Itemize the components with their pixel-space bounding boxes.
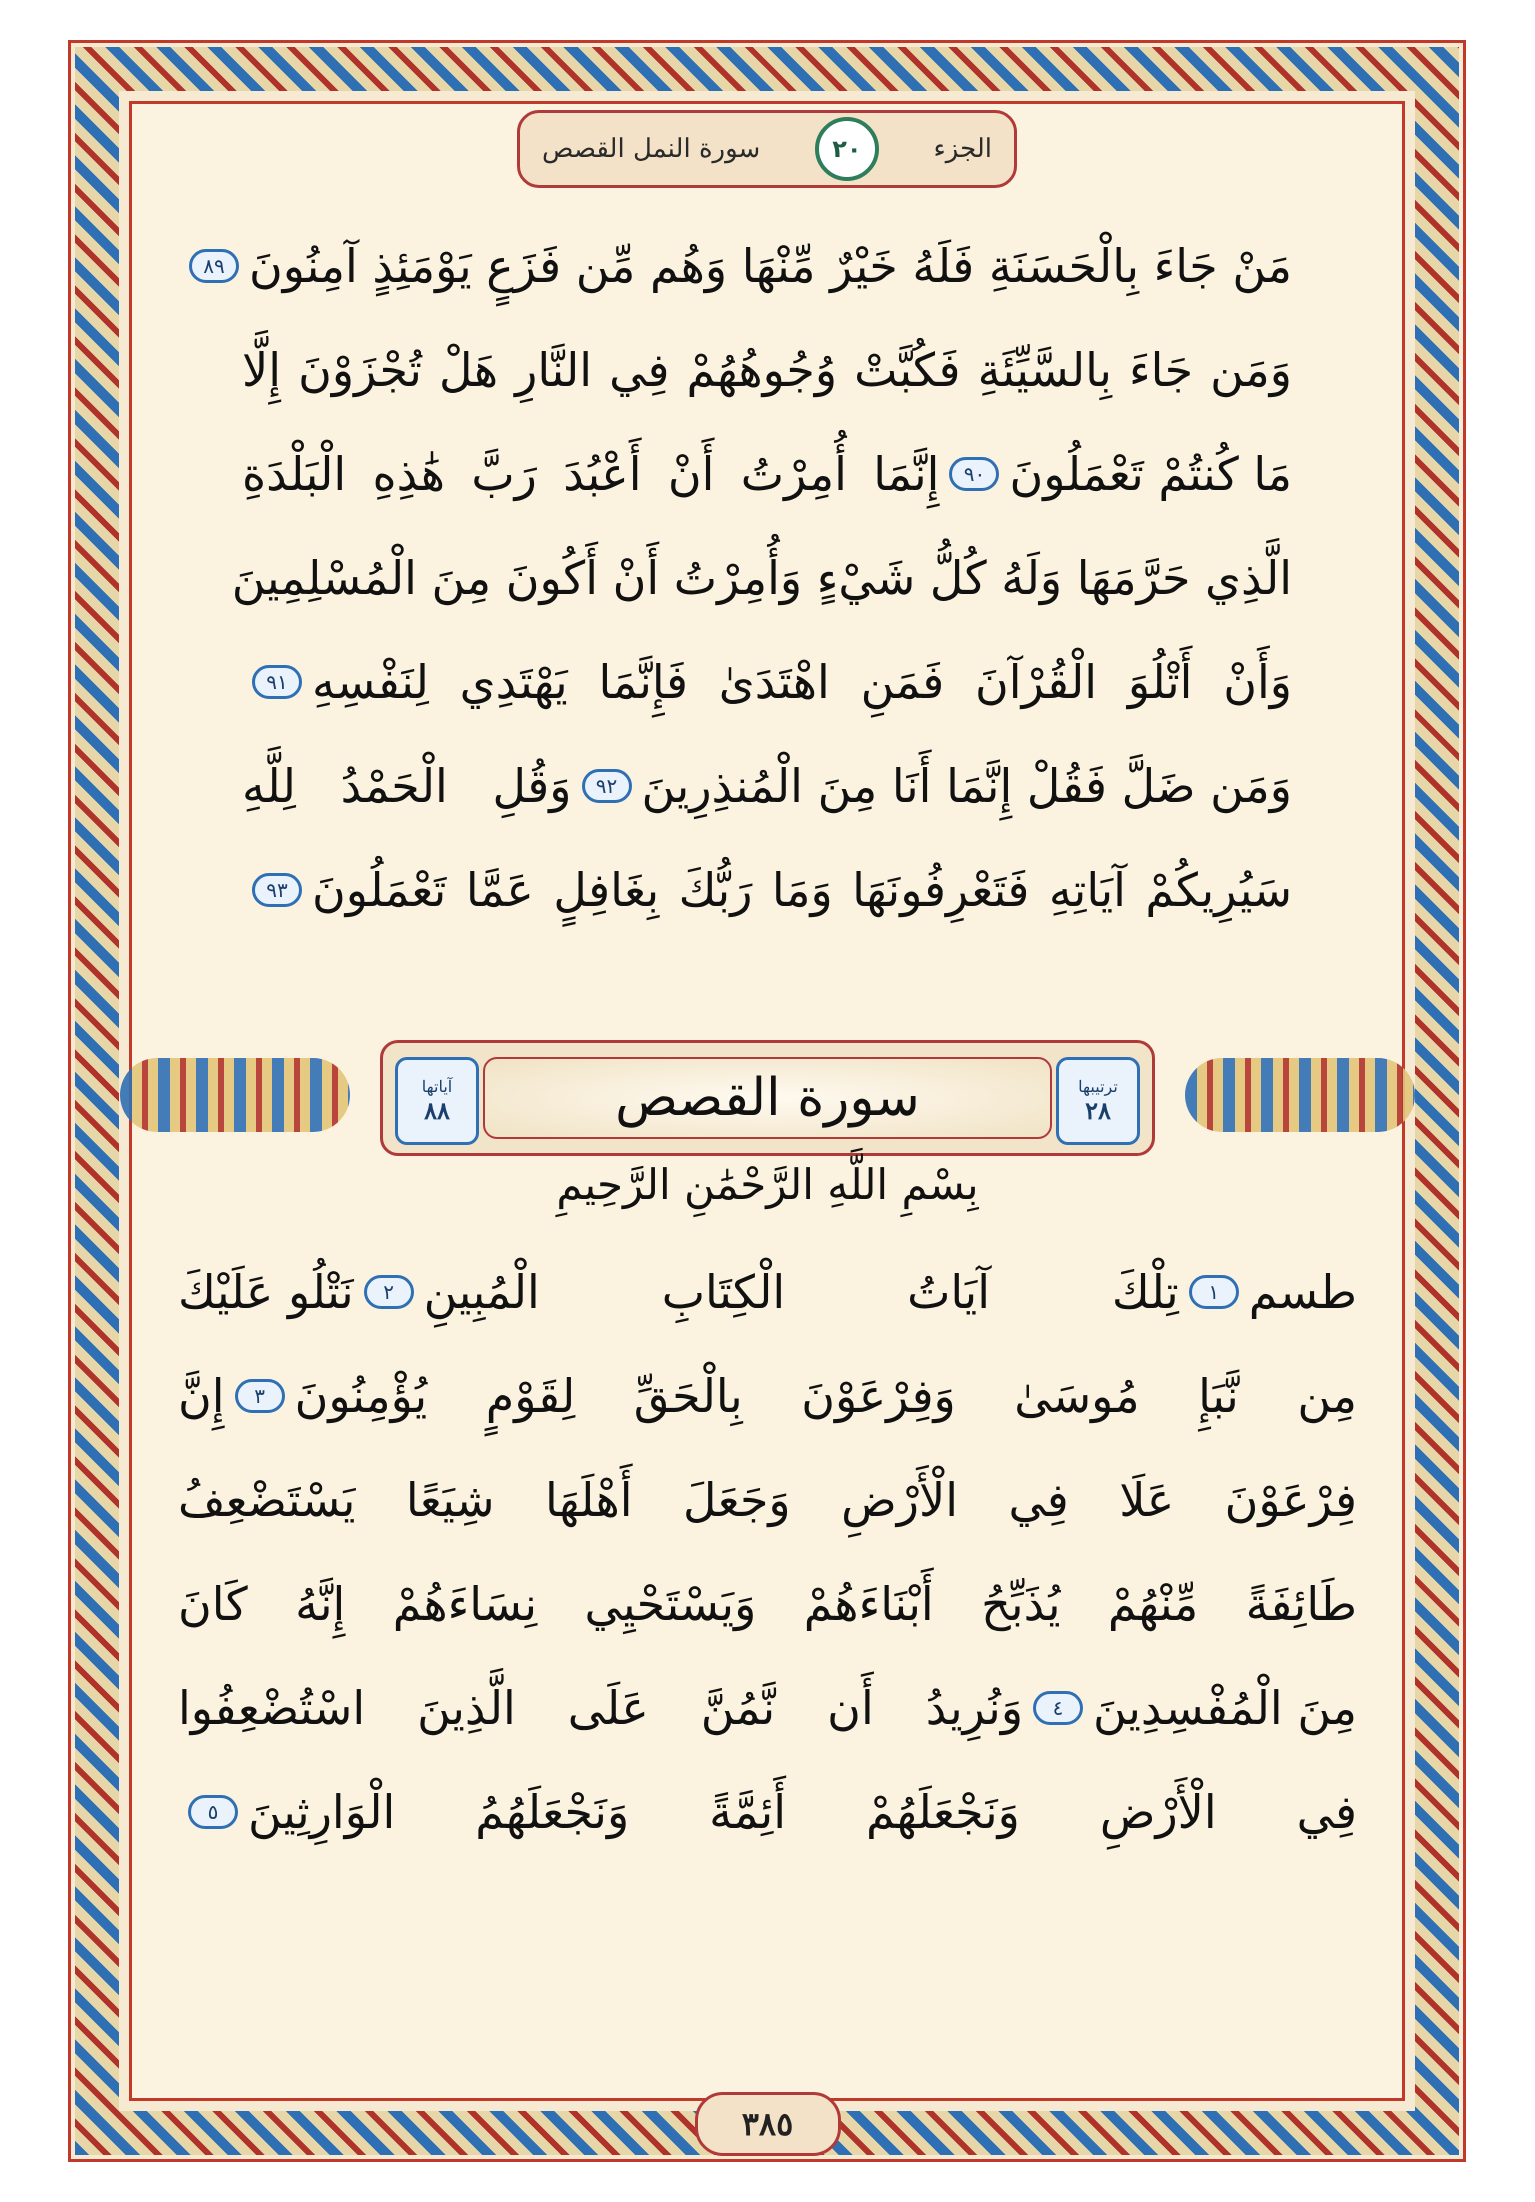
verse-text: تِلْكَ آيَاتُ الْكِتَابِ الْمُبِينِ — [423, 1265, 1179, 1319]
ayah-number-marker: ٩١ — [252, 665, 302, 699]
banner-ornament-right — [1185, 1058, 1415, 1132]
verse-line — [242, 318, 1292, 422]
ayah-number-marker: ٩٣ — [252, 873, 302, 907]
verse-text: فِرْعَوْنَ عَلَا فِي الْأَرْضِ وَجَعَلَ أَهْلَهَا شِيَعًا يَسْتَضْعِفُ — [178, 1473, 1357, 1527]
surah-names-label: سورة النمل القصص — [542, 134, 761, 164]
page-header — [517, 110, 1017, 188]
ayah-number-marker: ١ — [1189, 1275, 1239, 1309]
page-number: ٣٨٥ — [695, 2092, 841, 2156]
verse-text: سَيُرِيكُمْ آيَاتِهِ فَتَعْرِفُونَهَا وَمَا رَبُّكَ بِغَافِلٍ عَمَّا تَعْمَلُونَ — [312, 863, 1292, 917]
verse-text: طَائِفَةً مِّنْهُمْ يُذَبِّحُ أَبْنَاءَهُمْ وَيَسْتَحْيِي نِسَاءَهُمْ إِنَّهُ كَانَ — [178, 1577, 1357, 1631]
verse-text: نَتْلُو عَلَيْكَ — [178, 1265, 354, 1319]
verse-text: فِي الْأَرْضِ وَنَجْعَلَهُمْ أَئِمَّةً وَنَجْعَلَهُمُ الْوَارِثِينَ — [248, 1785, 1357, 1839]
verse-line — [242, 630, 1292, 734]
verse-line — [178, 1656, 1357, 1760]
verse-text: وَنُرِيدُ أَن نَّمُنَّ عَلَى الَّذِينَ اسْتُضْعِفُوا — [178, 1681, 1024, 1735]
ayah-number-marker: ٥ — [188, 1795, 238, 1829]
verse-text: إِنَّمَا أُمِرْتُ أَنْ أَعْبُدَ رَبَّ هَٰذِهِ الْبَلْدَةِ — [242, 447, 940, 501]
surah-verses-box — [395, 1057, 479, 1145]
surah-order-box — [1056, 1057, 1140, 1145]
verse-line — [178, 1344, 1357, 1448]
verse-line — [178, 1760, 1357, 1864]
verse-line — [178, 1552, 1357, 1656]
surah-order-label: ترتيبها — [1078, 1077, 1118, 1096]
surah-verses-label: آياتها — [421, 1077, 453, 1096]
surah-verses-number: ٨٨ — [424, 1096, 450, 1125]
ayah-number-marker: ٢ — [364, 1275, 414, 1309]
juz-number-badge: ٢٠ — [815, 117, 879, 181]
ayah-number-marker: ٩٢ — [582, 769, 632, 803]
verse-text: مَا كُنتُمْ تَعْمَلُونَ — [1009, 447, 1292, 501]
verses-top — [203, 214, 1292, 942]
surah-order-number: ٢٨ — [1085, 1096, 1111, 1125]
verse-text: إِنَّ — [178, 1369, 225, 1423]
surah-title-plate — [483, 1057, 1052, 1139]
verse-text: وَقُلِ الْحَمْدُ لِلَّهِ — [242, 759, 572, 813]
verse-line — [242, 838, 1292, 942]
surah-header-banner — [120, 1040, 1415, 1150]
verse-text: مَنْ جَاءَ بِالْحَسَنَةِ فَلَهُ خَيْرٌ مِّنْهَا وَهُم مِّن فَزَعٍ يَوْمَئِذٍ آمِنُونَ — [248, 239, 1292, 293]
verse-line — [178, 1448, 1357, 1552]
verse-line — [178, 1240, 1357, 1344]
verse-text: مِنَ الْمُفْسِدِينَ — [1093, 1681, 1357, 1735]
basmala: بِسْمِ اللَّهِ الرَّحْمَٰنِ الرَّحِيمِ — [556, 1160, 979, 1209]
verse-text: وَأَنْ أَتْلُوَ الْقُرْآنَ فَمَنِ اهْتَدَىٰ فَإِنَّمَا يَهْتَدِي لِنَفْسِهِ — [312, 655, 1292, 709]
ayah-number-marker: ٨٩ — [189, 249, 239, 283]
ayah-number-marker: ٣ — [235, 1379, 285, 1413]
surah-title: سورة القصص — [615, 1068, 920, 1128]
ayah-number-marker: ٤ — [1033, 1691, 1083, 1725]
verse-text: طسم — [1248, 1265, 1357, 1319]
verse-text: وَمَن جَاءَ بِالسَّيِّئَةِ فَكُبَّتْ وُجُوهُهُمْ فِي النَّارِ هَلْ تُجْزَوْنَ إِلَّا — [242, 343, 1292, 397]
banner-ornament-left — [120, 1058, 350, 1132]
verse-text: وَمَن ضَلَّ فَقُلْ إِنَّمَا أَنَا مِنَ الْمُنذِرِينَ — [641, 759, 1292, 813]
verse-text: مِن نَّبَإِ مُوسَىٰ وَفِرْعَوْنَ بِالْحَقِّ لِقَوْمٍ يُؤْمِنُونَ — [294, 1369, 1357, 1423]
verses-bottom — [178, 1240, 1357, 1864]
ayah-number-marker: ٩٠ — [949, 457, 999, 491]
verse-line — [242, 734, 1292, 838]
verse-text: الَّذِي حَرَّمَهَا وَلَهُ كُلُّ شَيْءٍ وَأُمِرْتُ أَنْ أَكُونَ مِنَ الْمُسْلِمِينَ — [231, 551, 1292, 605]
juz-label: الجزء — [933, 134, 992, 164]
verse-line — [242, 422, 1292, 526]
verse-line — [231, 526, 1292, 630]
surah-title-frame — [380, 1040, 1155, 1156]
verse-line — [203, 214, 1292, 318]
